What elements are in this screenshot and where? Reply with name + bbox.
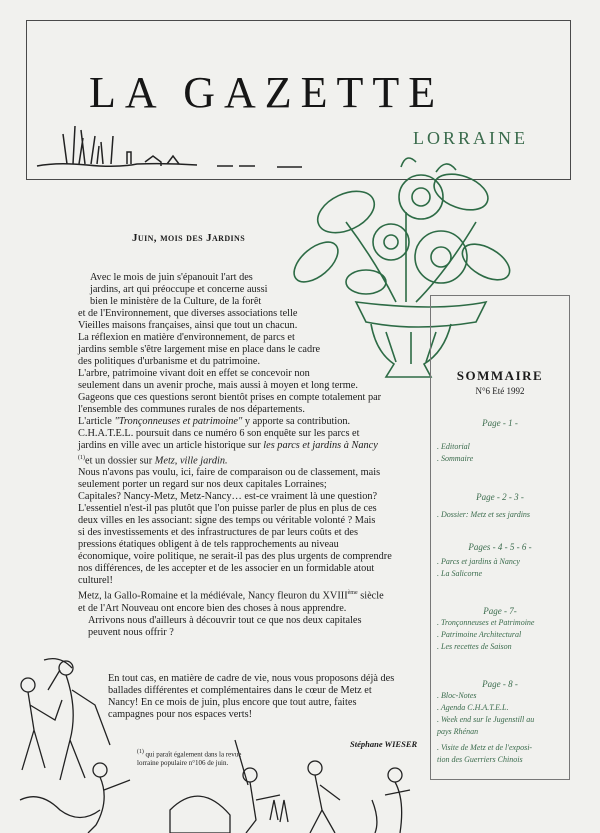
body-line: pressions étatiques obligent à de tels rapprochements au niveau	[78, 539, 339, 551]
body-line: En tout cas, en matière de cadre de vie, nous vous proposons déjà des	[108, 673, 395, 684]
issue-number: N°6 Eté 1992	[475, 386, 525, 396]
body-line: peuvent nous offrir ?	[88, 626, 174, 638]
body-text-span: jardins en ville avec un article historique sur	[78, 440, 261, 451]
article-title-ref: "Tronçonneuses et patrimoine"	[114, 416, 243, 427]
body-line: La réflexion en matière d'environnement, de parcs et	[78, 332, 295, 343]
body-line: C.H.A.T.E.L. poursuit dans ce numéro 6 son enquête sur les parcs et	[78, 428, 360, 439]
toc-item[interactable]: . Dossier: Metz et ses jardins	[437, 510, 531, 519]
article-body	[90, 272, 268, 308]
body-line: culturel!	[78, 575, 113, 587]
body-line: deux villes en les associant: signe des temps ou véritable volonté ? Mais	[78, 515, 376, 527]
sommaire-title: SOMMAIRE	[456, 368, 544, 383]
toc-item[interactable]: . Editorial	[437, 442, 470, 451]
body-line: des politiques d'urbanisme et du patrimoine.	[78, 356, 261, 367]
gazette-title: LA GAZETTE	[89, 68, 445, 117]
toc-page-heading: Page - 7-	[483, 606, 517, 616]
body-text-span: L'article	[78, 416, 112, 427]
article-title-ref: Metz, ville jardin.	[154, 455, 228, 467]
body-text-span: Metz, la Gallo-Romaine et la médiévale, Nancy fleuron du XVIII	[78, 590, 348, 602]
body-line: L'arbre, patrimoine vivant doit en effet se concevoir non	[78, 368, 310, 379]
body-line	[78, 452, 392, 467]
toc-item[interactable]: . Les recettes de Saison	[437, 642, 512, 651]
body-line: et de l'Art Nouveau ont encore bien des choses à nous apprendre.	[78, 602, 347, 614]
body-line: Arrivons nous d'ailleurs à découvrir tout ce que nos deux capitales	[88, 614, 362, 626]
body-line: Capitales? Nancy-Metz, Metz-Nancy… est-ce vraiment là une question?	[78, 491, 378, 503]
toc-item[interactable]: . Sommaire	[437, 454, 474, 463]
toc-item[interactable]: tion des Guerriers Chinois	[437, 755, 523, 764]
gardeners-illustration	[0, 650, 420, 833]
footnote-marker: (1)	[137, 749, 144, 755]
footnote-line: lorraine populaire n°106 de juin.	[137, 759, 229, 768]
body-line: et de l'Environnement, que diverses associations telle	[78, 308, 298, 319]
article-body-wide	[78, 308, 392, 639]
reeds-landscape-illustration	[27, 116, 327, 176]
body-line	[78, 416, 392, 428]
footnote-text: qui paraît également dans la revue	[145, 750, 242, 759]
toc-page-heading: Page - 1 -	[482, 418, 518, 428]
body-line: L'essentiel n'est-il pas plutôt que l'on puisse parler de plus en plus de ces	[78, 503, 377, 515]
article-title-ref: les parcs et jardins à Nancy	[263, 440, 378, 451]
body-line: Nous n'avons pas voulu, ici, faire de comparaison ou de classement, mais	[78, 467, 381, 479]
body-text-span: y apporte sa contribution.	[244, 416, 351, 427]
body-line: ballades différentes et complémentaires dans le cœur de Metz et	[108, 685, 372, 696]
body-line: jardins semble s'être largement mise en place dans le cadre	[78, 344, 321, 355]
body-line: Vieilles maisons françaises, ainsi que tout un chacun.	[78, 320, 298, 331]
gazette-subtitle: LORRAINE	[413, 128, 528, 148]
body-line: Gageons que ces questions seront bientôt prises en compte totalement par	[78, 392, 382, 403]
footnote-marker: (1)	[78, 455, 85, 461]
body-text-span: et un dossier sur	[85, 455, 153, 467]
body-text-span: siècle	[357, 590, 384, 602]
toc-item[interactable]: . Bloc-Notes	[437, 691, 477, 700]
table-of-contents	[430, 295, 570, 780]
body-line: jardins, art qui préoccupe et concerne aussi	[90, 284, 268, 295]
toc-page-heading: Pages - 4 - 5 - 6 -	[468, 542, 532, 552]
body-line	[78, 440, 392, 452]
toc-item[interactable]: . Week end sur le Jugenstill au	[437, 715, 535, 724]
toc-item[interactable]: . Agenda C.H.A.T.E.L.	[437, 703, 509, 712]
body-line: Avec le mois de juin s'épanouit l'art des	[90, 272, 253, 283]
toc-item[interactable]: . Visite de Metz et de l'exposi-	[437, 743, 533, 752]
body-line: l'ensemble des communes rurales de nos départements.	[78, 404, 305, 415]
body-line: économique, voire politique, ne serait-il pas des plus urgents de comprendre	[78, 551, 392, 563]
toc-item[interactable]: pays Rhénan	[437, 727, 479, 736]
toc-page-heading: Page - 2 - 3 -	[476, 492, 524, 502]
body-line: si des investissements et des infrastructures de par leurs coûts et des	[78, 527, 358, 539]
toc-page-heading: Page - 8 -	[482, 679, 518, 689]
body-line: Nancy! En ce mois de juin, plus encore que tout autre, faites	[108, 697, 357, 708]
body-line: seulement porter un regard sur nos deux capitales Lorraines;	[78, 479, 327, 491]
body-line: campagnes pour nos espaces verts!	[108, 709, 253, 720]
body-line: nos différences, de les accepter et de les associer en un formidable atout	[78, 563, 375, 575]
author-signature: Stéphane WIESER	[350, 739, 418, 749]
toc-item[interactable]: . Patrimoine Architectural	[437, 630, 522, 639]
article-headline: Juin, mois des Jardins	[132, 232, 246, 244]
superscript: ème	[347, 590, 358, 597]
body-line: seulement dans un avenir proche, mais aussi à moyen et long terme.	[78, 380, 358, 391]
toc-item[interactable]: . Parcs et jardins à Nancy	[437, 557, 520, 566]
toc-item[interactable]: . La Salicorne	[437, 569, 483, 578]
body-line: bien le ministère de la Culture, de la forêt	[90, 296, 262, 307]
body-line	[78, 587, 392, 602]
toc-item[interactable]: . Tronçonneuses et Patrimoine	[437, 618, 535, 627]
